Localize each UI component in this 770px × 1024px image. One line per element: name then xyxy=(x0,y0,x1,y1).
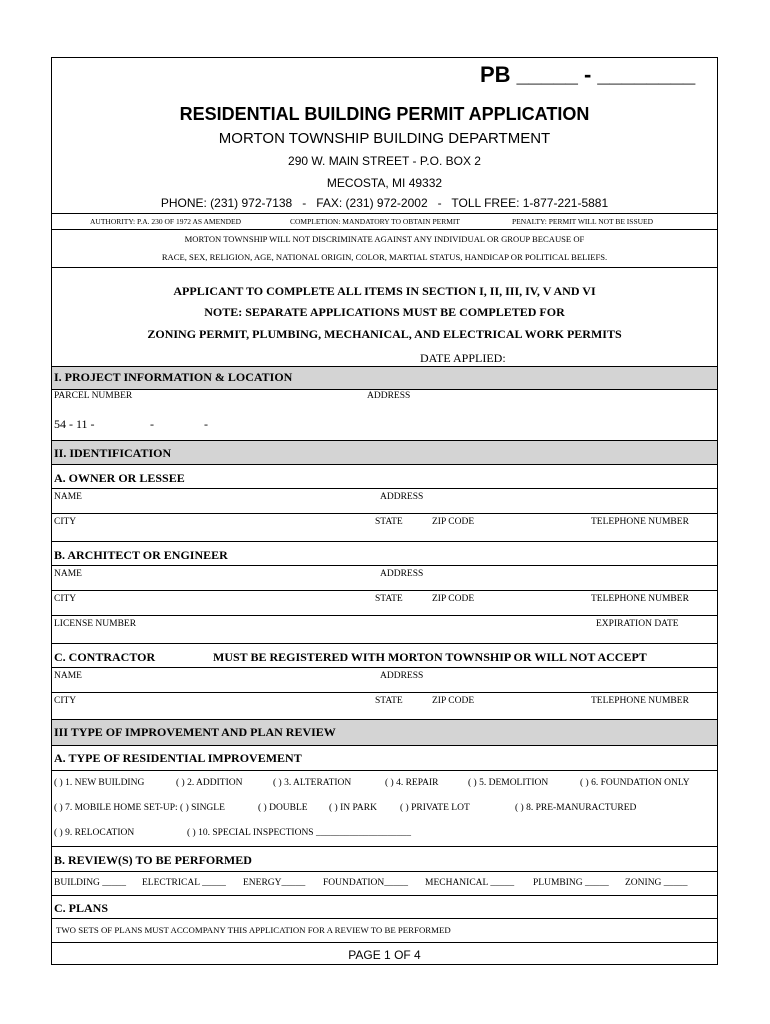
project-address-label: ADDRESS xyxy=(367,391,411,401)
review-foundation[interactable]: FOUNDATION_____ xyxy=(323,878,408,888)
review-mechanical[interactable]: MECHANICAL _____ xyxy=(425,878,515,888)
divider xyxy=(51,213,718,214)
option-private-lot[interactable]: ( ) PRIVATE LOT xyxy=(400,803,470,813)
instructions-line-2: NOTE: SEPARATE APPLICATIONS MUST BE COMPLETED FOR xyxy=(204,305,565,319)
divider xyxy=(51,692,718,693)
completion-text: COMPLETION: MANDATORY TO OBTAIN PERMIT xyxy=(290,217,460,226)
contractor-zip-label: ZIP CODE xyxy=(432,696,475,706)
owner-city-label: CITY xyxy=(54,517,77,527)
divider xyxy=(51,942,718,943)
option-double[interactable]: ( ) DOUBLE xyxy=(258,803,308,813)
review-zoning[interactable]: ZONING _____ xyxy=(625,878,688,888)
owner-name-label: NAME xyxy=(54,492,82,502)
architect-address-label: ADDRESS xyxy=(380,569,424,579)
divider xyxy=(51,615,718,616)
license-number-label: LICENSE NUMBER xyxy=(54,619,137,629)
contractor-city-label: CITY xyxy=(54,696,77,706)
contact-phones: PHONE: (231) 972-7138 - FAX: (231) 972-2002 - TOLL FREE: 1-877-221-5881 xyxy=(160,196,609,210)
review-electrical[interactable]: ELECTRICAL _____ xyxy=(142,878,226,888)
contractor-telephone-label: TELEPHONE NUMBER xyxy=(591,696,689,706)
reviews-title: B. REVIEW(S) TO BE PERFORMED xyxy=(54,853,252,867)
expiration-date-label: EXPIRATION DATE xyxy=(596,619,679,629)
review-building[interactable]: BUILDING _____ xyxy=(54,878,127,888)
parcel-number-field[interactable]: 54 - 11 - xyxy=(54,417,95,431)
instructions-line-3: ZONING PERMIT, PLUMBING, MECHANICAL, AND ELECTRICAL WORK PERMITS xyxy=(147,327,622,341)
parcel-dash: - xyxy=(150,417,154,431)
contractor-name-label: NAME xyxy=(54,671,82,681)
nondiscrimination-line-2: RACE, SEX, RELIGION, AGE, NATIONAL ORIGIN, COLOR, MARTIAL STATUS, HANDICAP OR POLITICAL BELIEFS. xyxy=(161,252,608,262)
divider xyxy=(51,565,718,566)
architect-telephone-label: TELEPHONE NUMBER xyxy=(591,594,689,604)
plans-title: C. PLANS xyxy=(54,901,109,915)
divider xyxy=(51,488,718,489)
architect-name-label: NAME xyxy=(54,569,82,579)
divider xyxy=(51,667,718,668)
authority-text: AUTHORITY: P.A. 230 OF 1972 AS AMENDED xyxy=(90,217,241,226)
divider xyxy=(51,871,718,872)
option-pre-manufactured[interactable]: ( ) 8. PRE-MANURACTURED xyxy=(515,803,637,813)
divider xyxy=(51,643,718,644)
section-3-title: III TYPE OF IMPROVEMENT AND PLAN REVIEW xyxy=(54,725,336,739)
option-alteration[interactable]: ( ) 3. ALTERATION xyxy=(273,778,352,788)
divider xyxy=(51,846,718,847)
divider xyxy=(51,366,718,367)
street-address: 290 W. MAIN STREET - P.O. BOX 2 xyxy=(288,154,481,168)
divider xyxy=(51,389,718,390)
contractor-registration-note: MUST BE REGISTERED WITH MORTON TOWNSHIP OR WILL NOT ACCEPT xyxy=(213,650,647,664)
nondiscrimination-line-1: MORTON TOWNSHIP WILL NOT DISCRIMINATE AGAINST ANY INDIVIDUAL OR GROUP BECAUSE OF xyxy=(184,234,585,244)
option-relocation[interactable]: ( ) 9. RELOCATION xyxy=(54,828,135,838)
option-special-inspections[interactable]: ( ) 10. SPECIAL INSPECTIONS ____________________ xyxy=(187,828,411,838)
improvement-type-title: A. TYPE OF RESIDENTIAL IMPROVEMENT xyxy=(54,751,302,765)
contractor-state-label: STATE xyxy=(375,696,403,706)
owner-state-label: STATE xyxy=(375,517,403,527)
option-repair[interactable]: ( ) 4. REPAIR xyxy=(385,778,439,788)
page-number: PAGE 1 OF 4 xyxy=(348,948,421,962)
option-mobile-home-single[interactable]: ( ) 7. MOBILE HOME SET-UP: ( ) SINGLE xyxy=(54,803,225,813)
architect-city-label: CITY xyxy=(54,594,77,604)
divider xyxy=(51,229,718,230)
divider xyxy=(51,541,718,542)
section-1-title: I. PROJECT INFORMATION & LOCATION xyxy=(54,370,293,384)
review-plumbing[interactable]: PLUMBING _____ xyxy=(533,878,609,888)
owner-section-title: A. OWNER OR LESSEE xyxy=(54,471,185,485)
option-foundation-only[interactable]: ( ) 6. FOUNDATION ONLY xyxy=(580,778,690,788)
divider xyxy=(51,267,718,268)
parcel-number-label: PARCEL NUMBER xyxy=(54,391,133,401)
option-in-park[interactable]: ( ) IN PARK xyxy=(329,803,377,813)
department-name: MORTON TOWNSHIP BUILDING DEPARTMENT xyxy=(218,130,551,147)
option-new-building[interactable]: ( ) 1. NEW BUILDING xyxy=(54,778,145,788)
penalty-text: PENALTY: PERMIT WILL NOT BE ISSUED xyxy=(512,217,654,226)
divider xyxy=(51,918,718,919)
parcel-dash: - xyxy=(204,417,208,431)
plans-requirement-note: TWO SETS OF PLANS MUST ACCOMPANY THIS APPLICATION FOR A REVIEW TO BE PERFORMED xyxy=(56,925,451,935)
architect-state-label: STATE xyxy=(375,594,403,604)
option-demolition[interactable]: ( ) 5. DEMOLITION xyxy=(468,778,549,788)
pb-number-line: PB _____ - ________ xyxy=(480,62,696,87)
architect-zip-label: ZIP CODE xyxy=(432,594,475,604)
section-2-title: II. IDENTIFICATION xyxy=(54,446,172,460)
review-energy[interactable]: ENERGY_____ xyxy=(243,878,306,888)
divider xyxy=(51,590,718,591)
divider xyxy=(51,513,718,514)
architect-section-title: B. ARCHITECT OR ENGINEER xyxy=(54,548,228,562)
divider xyxy=(51,745,718,746)
owner-zip-label: ZIP CODE xyxy=(432,517,475,527)
date-applied-label: DATE APPLIED: xyxy=(420,351,506,365)
option-addition[interactable]: ( ) 2. ADDITION xyxy=(176,778,243,788)
city-state-zip: MECOSTA, MI 49332 xyxy=(326,176,443,190)
divider xyxy=(51,895,718,896)
instructions-line-1: APPLICANT TO COMPLETE ALL ITEMS IN SECTION I, II, III, IV, V AND VI xyxy=(173,284,596,298)
divider xyxy=(51,464,718,465)
owner-telephone-label: TELEPHONE NUMBER xyxy=(591,517,689,527)
contractor-address-label: ADDRESS xyxy=(380,671,424,681)
divider xyxy=(51,770,718,771)
form-title: RESIDENTIAL BUILDING PERMIT APPLICATION xyxy=(179,104,590,124)
contractor-section-title: C. CONTRACTOR xyxy=(54,650,156,664)
owner-address-label: ADDRESS xyxy=(380,492,424,502)
